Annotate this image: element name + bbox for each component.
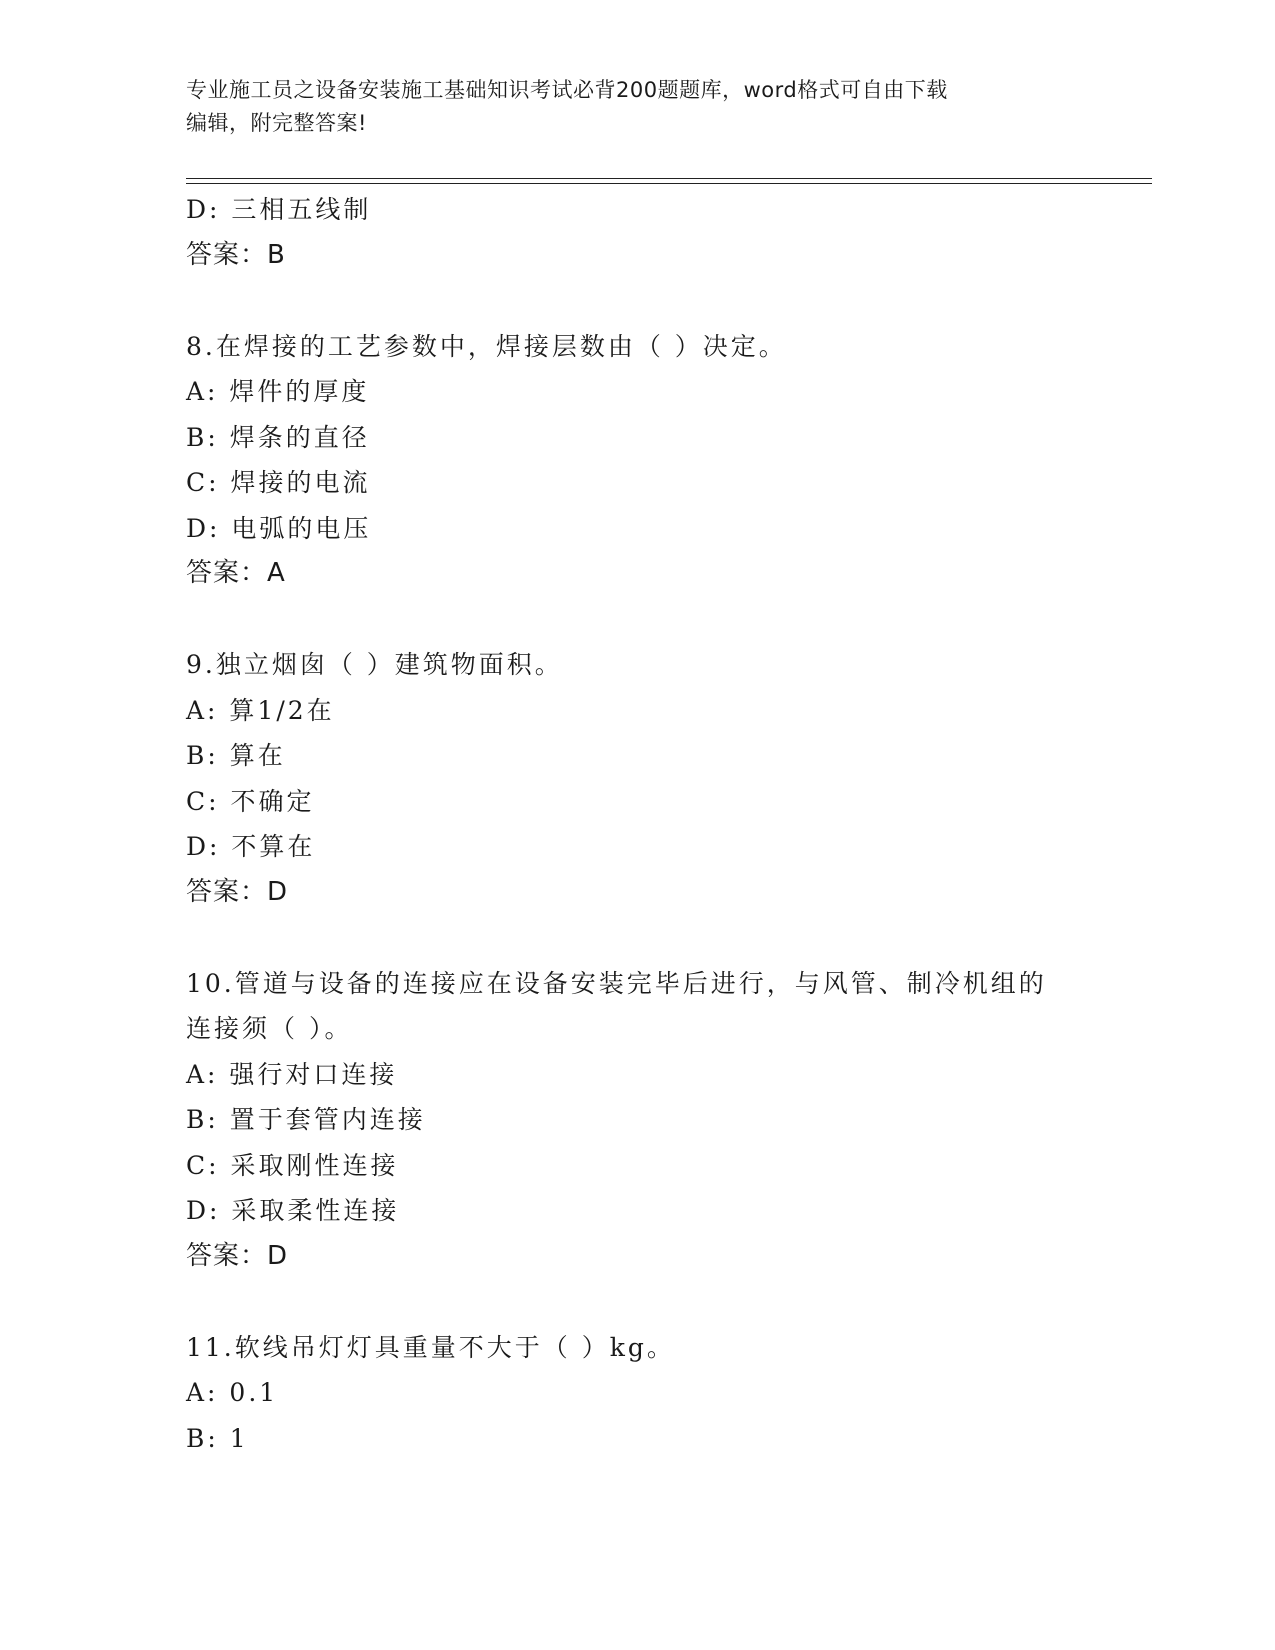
question-stem-line-1: 10.管道与设备的连接应在设备安装完毕后进行，与风管、制冷机组的: [186, 968, 1047, 998]
header-rule-bottom: [186, 183, 1152, 184]
header-title-line-1: 专业施工员之设备安装施工基础知识考试必背200题题库，word格式可自由下载: [186, 78, 948, 102]
spacer: [186, 915, 1106, 961]
option-c: C: 焊接的电流: [186, 468, 371, 497]
answer-label: 答案：D: [186, 1240, 289, 1271]
option-d: D: 采取柔性连接: [186, 1196, 400, 1225]
document-header: [186, 74, 1086, 140]
option-d: D: 不算在: [186, 832, 316, 861]
question-stem: 9.独立烟囱（ ）建筑物面积。: [186, 650, 563, 679]
answer-label: 答案：D: [186, 876, 289, 907]
option-d: D: 电弧的电压: [186, 513, 372, 543]
option-b: B: 1: [186, 1423, 249, 1453]
answer-label: 答案：B: [186, 239, 286, 270]
spacer: [186, 1279, 1106, 1325]
question-stem: 8.在焊接的工艺参数中，焊接层数由（ ）决定。: [186, 331, 787, 361]
question-list: [186, 187, 1106, 1461]
option-a: A: 算1/2在: [186, 695, 335, 725]
option-b: B: 焊条的直径: [186, 422, 370, 452]
option-a: A: 0.1: [186, 1378, 279, 1407]
question-stem-line-2: 连接须（ ）。: [186, 1014, 353, 1043]
spacer: [186, 597, 1106, 643]
spacer: [186, 278, 1106, 324]
header-rule-top: [186, 178, 1152, 179]
question-item-11: [186, 1325, 1106, 1462]
option-b: B: 算在: [186, 741, 286, 770]
question-item-8: [186, 324, 1106, 597]
option-b: B: 置于套管内连接: [186, 1105, 426, 1134]
answer-label: 答案：A: [186, 558, 286, 588]
option-d: D: 三相五线制: [186, 195, 372, 224]
option-a: A: 焊件的厚度: [186, 377, 370, 406]
option-c: C: 采取刚性连接: [186, 1150, 399, 1180]
question-item-10: [186, 961, 1106, 1280]
question-stem: 11.软线吊灯灯具重量不大于（ ）kg。: [186, 1332, 675, 1362]
option-c: C: 不确定: [186, 786, 315, 816]
question-item-9: [186, 642, 1106, 915]
option-a: A: 强行对口连接: [186, 1059, 398, 1089]
header-title-line-2: 编辑，附完整答案!: [186, 111, 367, 135]
